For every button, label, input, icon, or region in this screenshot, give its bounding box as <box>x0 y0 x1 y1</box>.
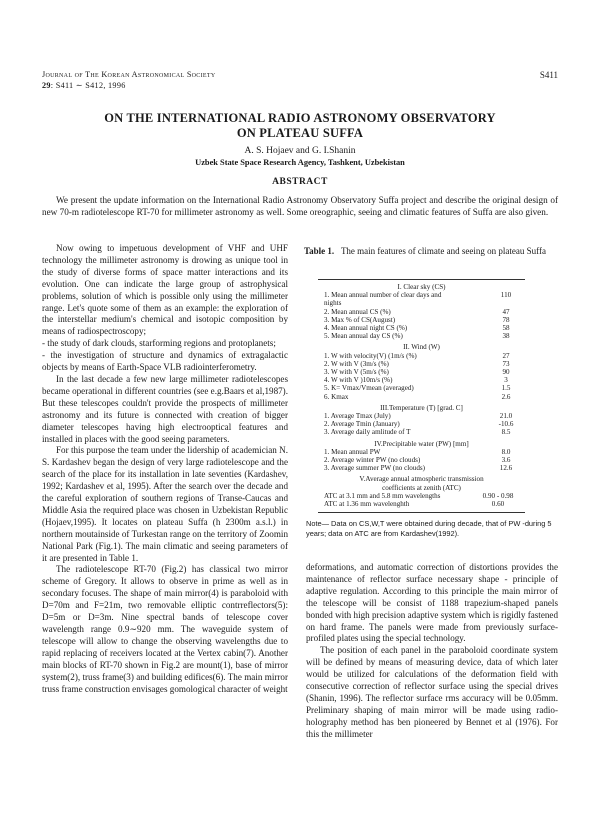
table-row <box>318 428 525 436</box>
table-section-heading: IV.Precipitable water (PW) [mm] <box>374 439 469 448</box>
table-row <box>318 324 525 332</box>
left-column <box>42 243 288 695</box>
row-value: 27 <box>502 351 510 360</box>
row-value: 78 <box>502 315 510 324</box>
climate-table <box>318 279 525 513</box>
table-row <box>318 368 525 376</box>
row-value: 90 <box>502 368 510 377</box>
row-value: 3 <box>504 376 508 385</box>
page-range: : S411 ∼ S412, 1996 <box>50 81 126 90</box>
title-line-1: ON THE INTERNATIONAL RADIO ASTRONOMY OBSERVATORY <box>104 111 496 125</box>
row-label: 5. Mean annual day CS (%) <box>324 332 403 341</box>
row-value: 58 <box>502 324 510 333</box>
paragraph: Now owing to impetuous development of VHF and UHF technology the millimeter astronomy is drowing as unique tool in the study of diverse forms of space matter interactions and its evolution. One can indicate the large group of astrophysical problems, solution of which is possible only using the millimeter range. Let's quote some of them as an example: the exploration of the interstellar medium's chemical and isotopic composition by means of radiospectroscopy; <box>42 243 288 337</box>
row-value: -10.6 <box>498 420 514 429</box>
row-label: 1. Mean annual number of clear days and nights <box>324 291 442 308</box>
table-row <box>318 352 525 360</box>
row-value: 8.5 <box>501 428 511 437</box>
table-row <box>318 420 525 428</box>
journal-volume <box>42 80 215 90</box>
journal-name: Journal of The Korean Astronomical Society <box>42 70 216 79</box>
table-row <box>318 384 525 392</box>
row-value: 8.0 <box>501 447 511 456</box>
row-label: 1. W with velocity(V) (1m/s (%) <box>324 351 417 360</box>
row-label: ATC at 1.36 mm wavelenghth <box>324 500 410 509</box>
journal-header <box>42 70 215 90</box>
table-caption <box>304 246 558 258</box>
row-label: 1. Mean annual PW <box>324 447 381 456</box>
row-label: 3. Average summer PW (no clouds) <box>324 464 425 473</box>
table-row <box>318 376 525 384</box>
paragraph: The position of each panel in the paraboloid coordinate system will be defined by means of measuring device, data of which later would be utilized for calculations of the deformation field with consecutive correction of reflector surface using the special drives (Shanin, 1996). The reflector surface rms accuracy will be 0.05mm. Preliminary shaping of main mirror will be made using radio-holography method has ben pioneered by Bennet et al (1976). For this the millimeter <box>306 645 558 739</box>
row-label: 4. W with V )10m/s (%) <box>324 376 393 385</box>
affiliation: Uzbek State Space Research Agency, Tashkent, Uzbekistan <box>195 158 405 167</box>
row-label: 2. Mean annual CS (%) <box>324 307 391 316</box>
row-label: 3. W with V (5m/s (%) <box>324 368 389 377</box>
table-section-heading: V.Average annual atmospheric transmission coefficients at zenith (ATC) <box>359 475 484 492</box>
paragraph: - the study of dark clouds, starforming regions and protoplanets; <box>42 338 276 349</box>
table-row <box>318 308 525 316</box>
title-line-2: ON PLATEAU SUFFA <box>236 126 364 140</box>
row-value: 0.60 <box>491 500 505 509</box>
paragraph: In the last decade a few new large millimeter radiotelescopes became operational in different countries (see e.g.Baars et al,1987). But these telescopes couldn't provide the prospects of millimeter astronomy and its future is connected with creation of bigger diameter telescopes having high electrooptical features and installed in places with the good seeing parameters. <box>42 373 288 444</box>
table-row <box>318 393 525 401</box>
table-row <box>318 456 525 464</box>
table-row <box>318 316 525 324</box>
paragraph: The radiotelescope RT-70 (Fig.2) has classical two mirror scheme of Gregory. It allows to observe in prime as well as in secondary focuses. The shape of main mirror(4) is paraboloid with D=70m and F=21m, two removable elliptic contrreflectors(5): D=5m or D=3m. Nine spectral bands of telescope cover wavelength range 0.9∼920 mm. The waveguide system of telescope will allow to change the observing wavelengths due to rapid replacing of receivers located at the Vertex cabin(7). Another main blocks of RT-70 shown in Fig.2 are mount(1), base of mirror system(2), truss frame(3) and building edifices(6). The main mirror truss frame construction envisages gomological character of weight <box>42 564 288 694</box>
table-row <box>318 332 525 340</box>
table-note: Note— Data on CS,W,T were obtained during decade, that of PW -during 5 years; data on ATC are from Kardashev(1992). <box>306 519 552 538</box>
table-row <box>318 492 525 500</box>
row-label: 4. Mean annual night CS (%) <box>324 324 408 333</box>
row-label: 3. Average daily amlitude of T <box>324 428 411 437</box>
table-section-heading: I. Clear sky (CS) <box>397 283 446 291</box>
paragraph: For this purpose the team under the lidership of academician N. S. Kardashev began the design of very large radiotelescope and the search of the place for its installation in late seventies (Kardashev, 1992; Kardashev et al, 1995). After the search over the decade and the careful exploration of southern regions of Transe-Caucas and Middle Asia the required place was chosen in Uzbekistan Republic (Hojaev,1995). It locates on plateau Suffa (h 2300m a.s.l.) in northern moutainside of Turkestan range on the territory of Zoomin National Park (Fig.1). The main climatic and seeing parameters of it are presented in Table 1. <box>42 445 288 563</box>
table-section-heading: III.Temperature (T) [grad. C] <box>380 403 463 412</box>
table-row <box>318 464 525 472</box>
row-label: 6. Kmax <box>324 392 349 401</box>
page-number: S411 <box>539 70 558 80</box>
row-value: 21.0 <box>499 412 513 421</box>
table-row <box>318 500 525 508</box>
row-label: ATC at 3.1 mm and 5.8 mm wavelengths <box>324 491 441 500</box>
row-value: 12.6 <box>499 464 513 473</box>
row-value: 47 <box>502 307 510 316</box>
row-label: 5. K= Vmax/Vmean (averaged) <box>324 384 414 393</box>
row-label: 2. W with V (3m/s (%) <box>324 359 389 368</box>
right-column <box>306 562 558 741</box>
table-row <box>318 412 525 420</box>
authors: A. S. Hojaev and G. I.Shanin <box>244 146 356 156</box>
row-label: 2. Average Tmin (January) <box>324 420 400 429</box>
table-row <box>318 360 525 368</box>
row-label: 3. Max % of CS(August) <box>324 315 396 324</box>
table-row <box>318 291 525 307</box>
table-label: Table 1. <box>304 246 335 256</box>
row-value: 110 <box>500 291 512 300</box>
row-value: 0.90 - 0.98 <box>482 491 514 500</box>
row-label: 2. Average winter PW (no clouds) <box>324 456 421 465</box>
table-section-heading: II. Wind (W) <box>403 343 440 352</box>
paragraph: - the investigation of structure and dynamics of extragalactic objects by means of Earth-Space VLB radiointerferometry. <box>42 350 288 373</box>
abstract-text: We present the update information on the International Radio Astronomy Observatory Suffa project and describe the original design of new 70-m radiotelescope RT-70 for millimeter astronomy as well. Some oreographic, seeing and climatic features of Suffa are also given. <box>42 195 558 217</box>
table-caption-text: The main features of climate and seeing on plateau Suffa <box>340 246 546 256</box>
row-value: 3.6 <box>501 456 511 465</box>
row-value: 73 <box>502 359 510 368</box>
row-value: 1.5 <box>501 384 511 393</box>
paragraph: deformations, and automatic correction of distortions provides the maintenance of reflector surface necessary shape - principle of adaptive regulation. According to this principle the main mirror of the telescope will be consist of 1188 trapezium-shaped panels bonded with high precision adaptive system which is rigidly fastened on hard frame. The panels were made from previously surface-profiled plates using the special technology. <box>306 562 558 644</box>
volume-number: 29 <box>42 81 51 90</box>
row-value: 38 <box>502 332 510 341</box>
paper-title <box>0 111 600 141</box>
row-value: 2.6 <box>501 392 511 401</box>
table-row <box>318 448 525 456</box>
row-label: 1. Average Tmax (July) <box>324 412 391 421</box>
abstract-heading: ABSTRACT <box>272 177 328 187</box>
